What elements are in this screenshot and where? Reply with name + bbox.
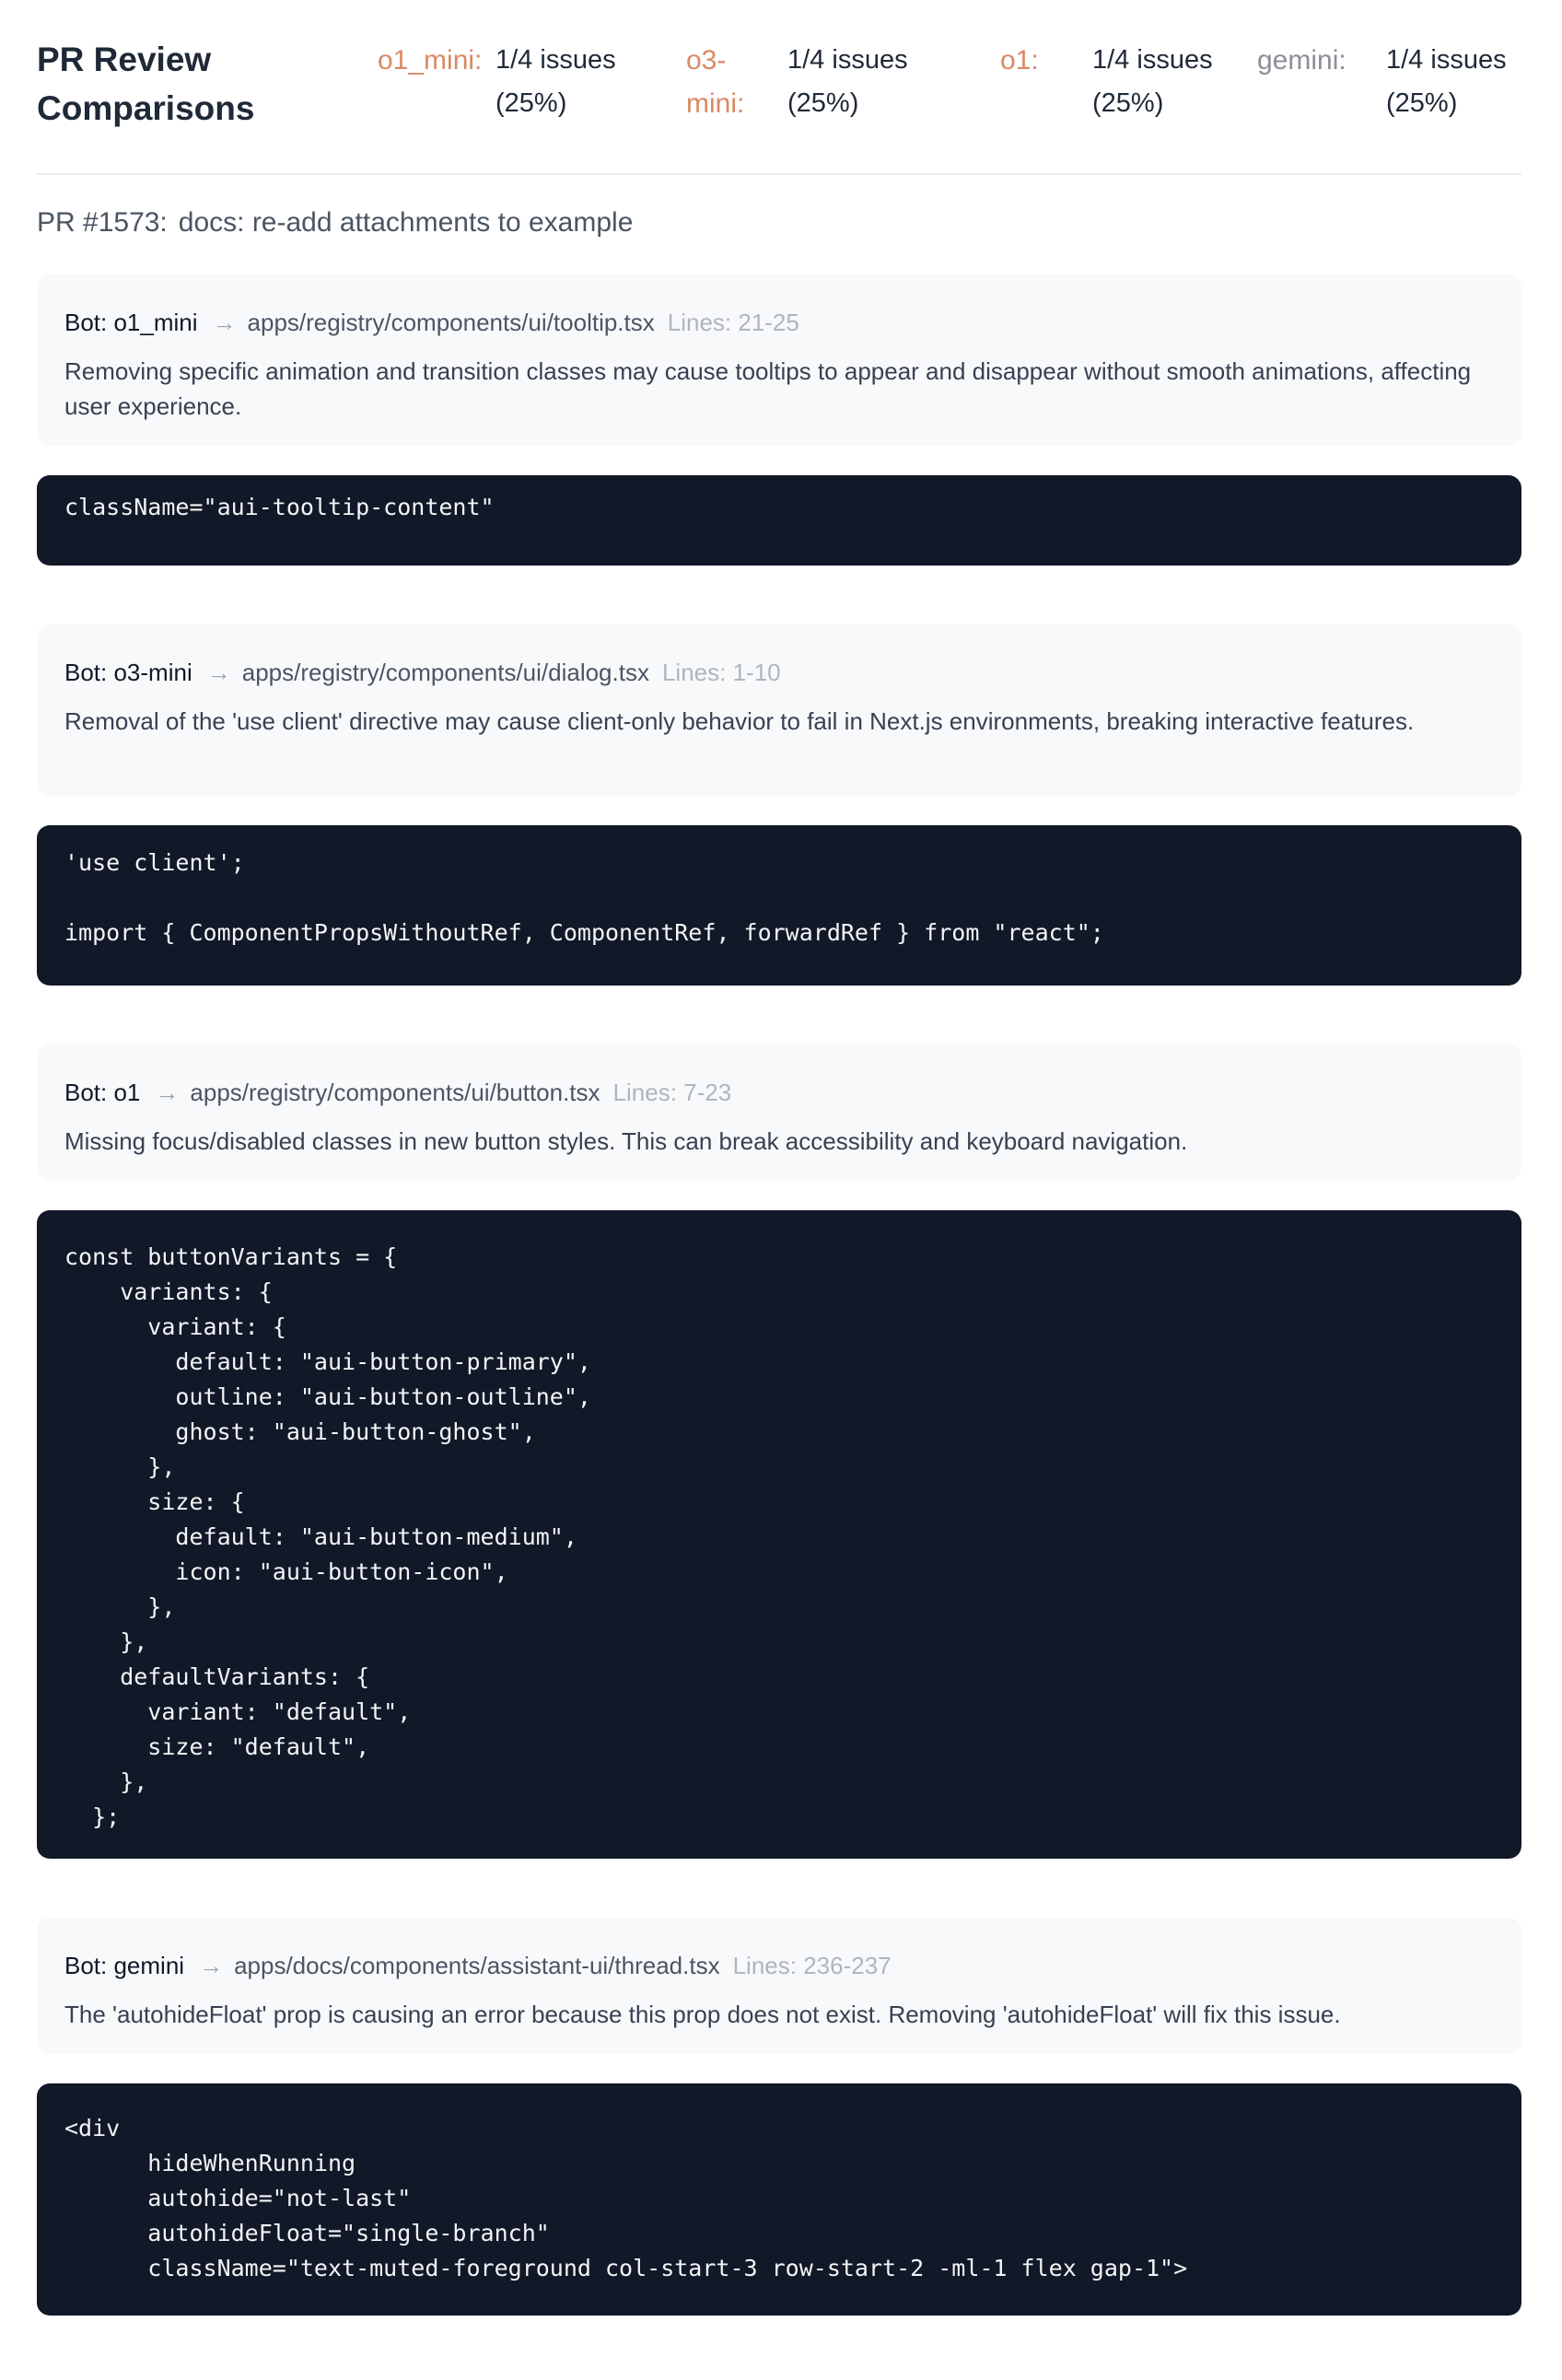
review-comment [37, 274, 1521, 446]
file-path[interactable]: apps/registry/components/ui/tooltip.tsx [247, 309, 655, 336]
review-comment [37, 1918, 1521, 2054]
stat-model-name: o3-mini: [686, 45, 745, 119]
stat-issue-count: 1/4 issues (25%) [1386, 45, 1507, 118]
bot-name: Bot: o1_mini [64, 309, 198, 336]
pr-number: PR #1573: [37, 207, 168, 238]
review-comment [37, 624, 1521, 796]
pr-heading [37, 204, 633, 241]
code-text: 'use client'; import { ComponentPropsWithoutRef, ComponentRef, forwardRef } from "react"; [64, 849, 1104, 946]
stat-issue-count: 1/4 issues (25%) [787, 45, 908, 118]
arrow-right-icon: → [212, 309, 237, 336]
line-range: Lines: 7-23 [612, 1079, 732, 1106]
line-range: Lines: 236-237 [732, 1952, 892, 1979]
file-path[interactable]: apps/registry/components/ui/dialog.tsx [241, 659, 649, 686]
line-range: Lines: 1-10 [661, 659, 781, 686]
stat-gemini [1257, 39, 1524, 131]
pr-title: docs: re-add attachments to example [178, 207, 634, 238]
page-header [37, 31, 1521, 175]
file-path[interactable]: apps/docs/components/assistant-ui/thread.tsx [234, 1952, 720, 1979]
page-title: PR Review Comparisons [37, 41, 255, 127]
code-snippet [37, 475, 1521, 566]
code-snippet [37, 1210, 1521, 1859]
code-snippet [37, 825, 1521, 986]
stat-issue-count: 1/4 issues (25%) [495, 45, 616, 118]
review-meta [64, 306, 799, 339]
stat-o1 [1000, 39, 1240, 131]
stat-issue-count: 1/4 issues (25%) [1092, 45, 1213, 118]
stat-o3-mini [686, 39, 953, 131]
code-text: className="aui-tooltip-content" [64, 494, 495, 520]
review-meta [64, 1076, 731, 1109]
arrow-right-icon: → [155, 1079, 180, 1106]
review-text: Removal of the 'use client' directive may cause client-only behavior to fail in Next.js environments, breaking interactive features. [64, 707, 1415, 735]
stat-o1-mini [378, 39, 645, 131]
line-range: Lines: 21-25 [667, 309, 799, 336]
review-meta [64, 1949, 892, 1982]
review-text: Missing focus/disabled classes in new button styles. This can break accessibility and keyboard navigation. [64, 1127, 1188, 1155]
arrow-right-icon: → [199, 1952, 224, 1979]
stat-model-name: gemini: [1257, 45, 1346, 76]
review-meta [64, 656, 781, 689]
file-path[interactable]: apps/registry/components/ui/button.tsx [190, 1079, 600, 1106]
code-snippet [37, 2083, 1521, 2316]
code-text: const buttonVariants = { variants: { variant: { default: "aui-button-primary", outline: "aui-button-outline", ghost: "aui-button-ghost", }, size: { default: "aui-button-medium", icon: "aui-button-icon", }, }, defaultVariants: { variant: "default", size: "default", }, }; [64, 1243, 591, 1830]
bot-name: Bot: o3-mini [64, 659, 192, 686]
review-text: Removing specific animation and transition classes may cause tooltips to appear and disappear without smooth animations, affecting user experience. [64, 357, 1472, 420]
review-text: The 'autohideFloat' prop is causing an error because this prop does not exist. Removing 'autohideFloat' will fix this issue. [64, 2001, 1341, 2028]
bot-name: Bot: gemini [64, 1952, 185, 1979]
stat-model-name: o1_mini: [378, 45, 483, 76]
review-comment [37, 1044, 1521, 1181]
arrow-right-icon: → [206, 659, 231, 686]
stat-model-name: o1: [1000, 45, 1039, 76]
code-text: <div hideWhenRunning autohide="not-last" autohideFloat="single-branch" className="text-muted-foreground col-start-3 row-start-2 -ml-1 flex gap-1"> [64, 2115, 1188, 2281]
header-divider [37, 173, 1521, 175]
bot-name: Bot: o1 [64, 1079, 141, 1106]
